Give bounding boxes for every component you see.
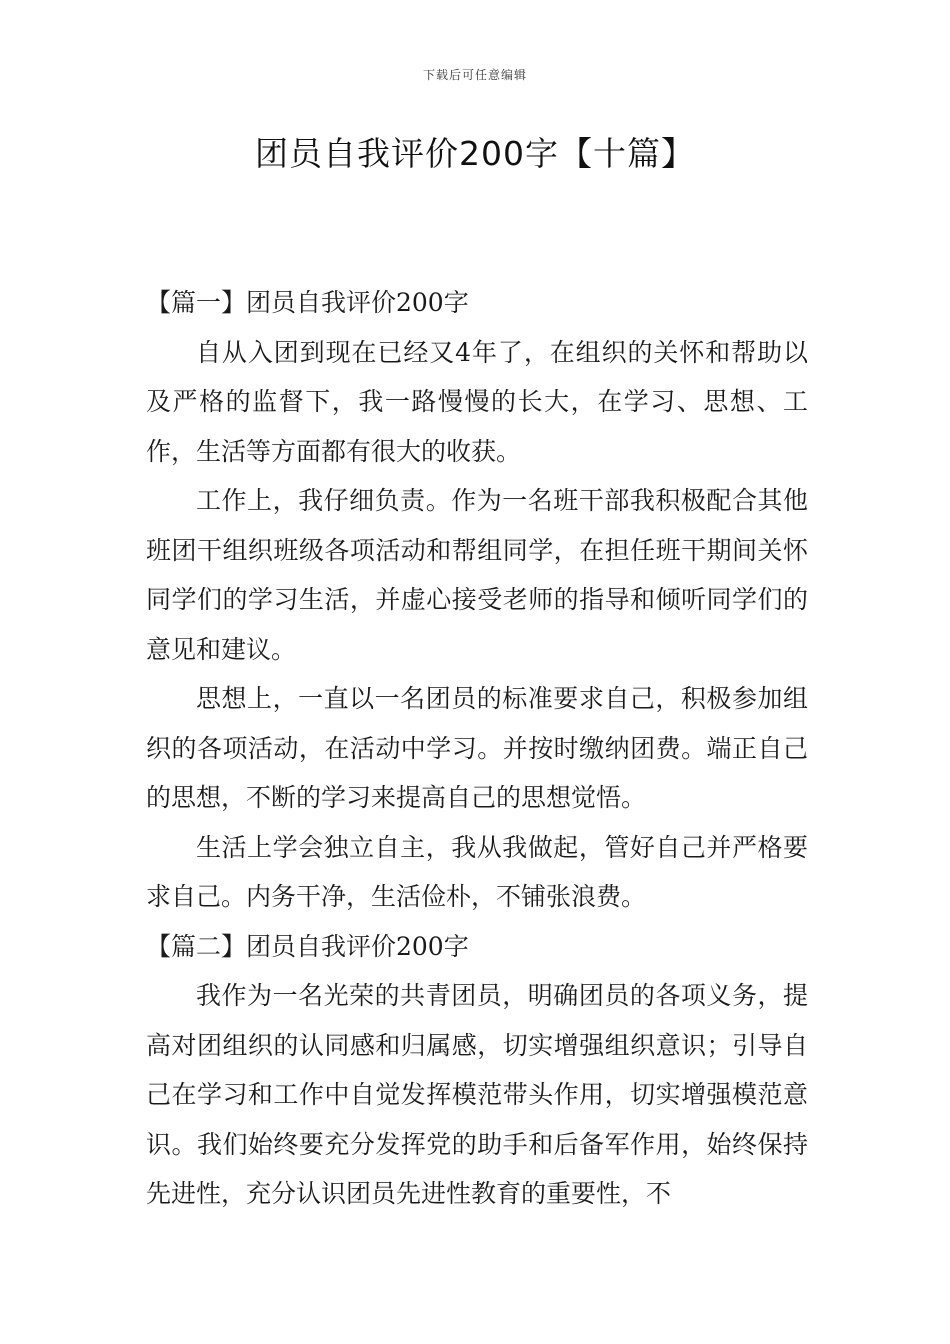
- document-title: 团员自我评价200字【十篇】: [255, 134, 695, 173]
- paragraph: 工作上，我仔细负责。作为一名班干部我积极配合其他班团干组织班级各项活动和帮组同学，在担任班干期间关怀同学们的学习生活，并虚心接受老师的指导和倾听同学们的意见和建议。: [146, 486, 808, 664]
- document-body: [146, 278, 808, 1219]
- section-2: [146, 922, 808, 1219]
- paragraph: 生活上学会独立自主，我从我做起，管好自己并严格要求自己。内务干净，生活俭朴，不铺张浪费。: [146, 832, 808, 911]
- header-note: 下载后可任意编辑: [422, 68, 527, 82]
- section-1: [146, 278, 808, 922]
- section-heading: 【篇一】团员自我评价200字: [146, 288, 469, 317]
- section-heading: 【篇二】团员自我评价200字: [146, 931, 469, 961]
- paragraph: 自从入团到现在已经又4年了，在组织的关怀和帮助以及严格的监督下，我一路慢慢的长大，在学习、思想、工作，生活等方面都有很大的收获。: [146, 337, 808, 466]
- paragraph: 我作为一名光荣的共青团员，明确团员的各项义务，提高对团组织的认同感和归属感，切实增强组织意识；引导自己在学习和工作中自觉发挥模范带头作用，切实增强模范意识。我们始终要充分发挥党的助手和后备军作用，始终保持先进性，充分认识团员先进性教育的重要性，不: [146, 981, 808, 1208]
- paragraph: 思想上，一直以一名团员的标准要求自己，积极参加组织的各项活动，在活动中学习。并按时缴纳团费。端正自己的思想，不断的学习来提高自己的思想觉悟。: [146, 684, 808, 812]
